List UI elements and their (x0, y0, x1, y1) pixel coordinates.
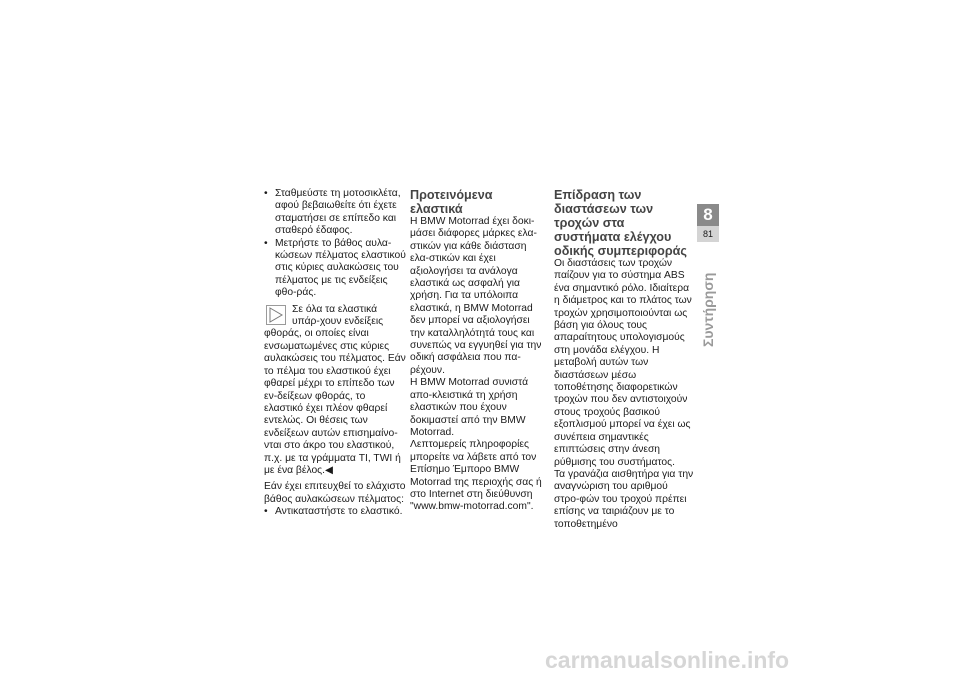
body-paragraph: Τα γρανάζια αισθητήρα για την αναγνώριση του αριθμού στρο-φών του τροχού πρέπει επίσης να ταιριάζουν με το τοποθετημένο (554, 468, 694, 530)
list-item-text: Αντικαταστήστε το ελαστικό. (275, 506, 403, 518)
column-3 (554, 188, 694, 531)
list-item (264, 506, 406, 518)
chapter-marker (697, 204, 719, 242)
list-item-continuation: κώσεων πέλματος ελαστικού στις κύριες αυλακώσεις του πέλματος με τις ενδείξεις φθο-ράς. (275, 250, 406, 299)
body-paragraph: Η BMW Motorrad έχει δοκι-μάσει διάφορες μάρκες ελα-στικών για κάθε διάσταση ελα-στικών και έχει αξιολογήσει τα ανάλογα ελαστικά ως ασφαλή για χρήση. Για τα υπόλοιπα ελαστικά, η BMW Motorrad δεν μπορεί να αξιολογήσει την καταλληλότητά τους και συνεπώς να εγγυηθεί για την οδική ασφάλεια που πα-ρέχουν. (410, 216, 542, 376)
body-paragraph: Λεπτομερείς πληροφορίες μπορείτε να λάβετε από τον Επίσημο Έμπορο BMW Motorrad της περιοχής σας ή στο Internet στη διεύθυνση "www.bmw-motorrad.com". (410, 439, 542, 513)
body-paragraph: Οι διαστάσεις των τροχών παίζουν για το σύστημα ABS ένα σημαντικό ρόλο. Ιδιαίτερα η διάμετρος και το πλάτος των τροχών χρησιμοποιούνται ως βάση για όλους τους απαραίτητους υπολογισμούς στη μονάδα ελέγχου. Η μεταβολή αυτών των διαστάσεων μέσω τοποθέτησης διαφορετικών τροχών που δεν αντιστοιχούν στους τροχούς βασικού εξοπλισμού μπορεί να έχει ως συνέπεια σημαντικές επιπτώσεις στην άνεση ρύθμισης του συστήματος. (554, 258, 692, 468)
note-text: Σε όλα τα ελαστικά υπάρ-χουν ενδείξεις φθοράς, οι οποίες είναι ενσωματωμένες στις κύριες αυλακώσεις του πέλματος. Εάν το πέλμα του ελαστικού έχει φθαρεί μέχρι το επίπεδο των εν-δείξεων φθοράς, το ελαστικό έχει πλέον φθαρεί εντελώς. Οι θέσεις των ενδείξεων αυτών επισημαίνο-νται στο άκρο του ελαστικού, π.χ. με τα γράμματα TI, TWI ή με ένα βέλος.◀ (264, 303, 406, 476)
column-2 (410, 188, 546, 514)
column-1 (264, 188, 406, 519)
body-paragraph: Εάν έχει επιτευχθεί το ελάχιστο βάθος αυλακώσεων πέλματος: (264, 481, 406, 505)
list-item (264, 238, 406, 250)
section-heading: Επίδραση των διαστάσεων των τροχών στα συστήματα ελέγχου οδικής συμπεριφοράς (554, 188, 687, 258)
list-item (264, 188, 406, 200)
section-heading: Προτεινόμενα ελαστικά (410, 188, 493, 216)
chapter-number: 8 (703, 205, 713, 224)
body-paragraph: Η BMW Motorrad συνιστά απο-κλειστικά τη χρήση ελαστικών που έχουν δοκιμαστεί από την BMW Motorrad. (410, 377, 529, 438)
note-block (264, 304, 406, 478)
chapter-title-vertical: Συντήρηση (700, 272, 716, 347)
list-item-text: Σταθμεύστε τη μοτοσικλέτα, (275, 188, 401, 199)
list-item-continuation: αφού βεβαιωθείτε ότι έχετε σταματήσει σε επίπεδο και σταθερό έδαφος. (275, 200, 397, 237)
note-triangle-icon (266, 305, 286, 325)
list-item-text: Μετρήστε το βάθος αυλα- (275, 237, 392, 249)
watermark-text: carmanualsonline.info (545, 647, 790, 673)
page-number: 81 (697, 226, 719, 242)
